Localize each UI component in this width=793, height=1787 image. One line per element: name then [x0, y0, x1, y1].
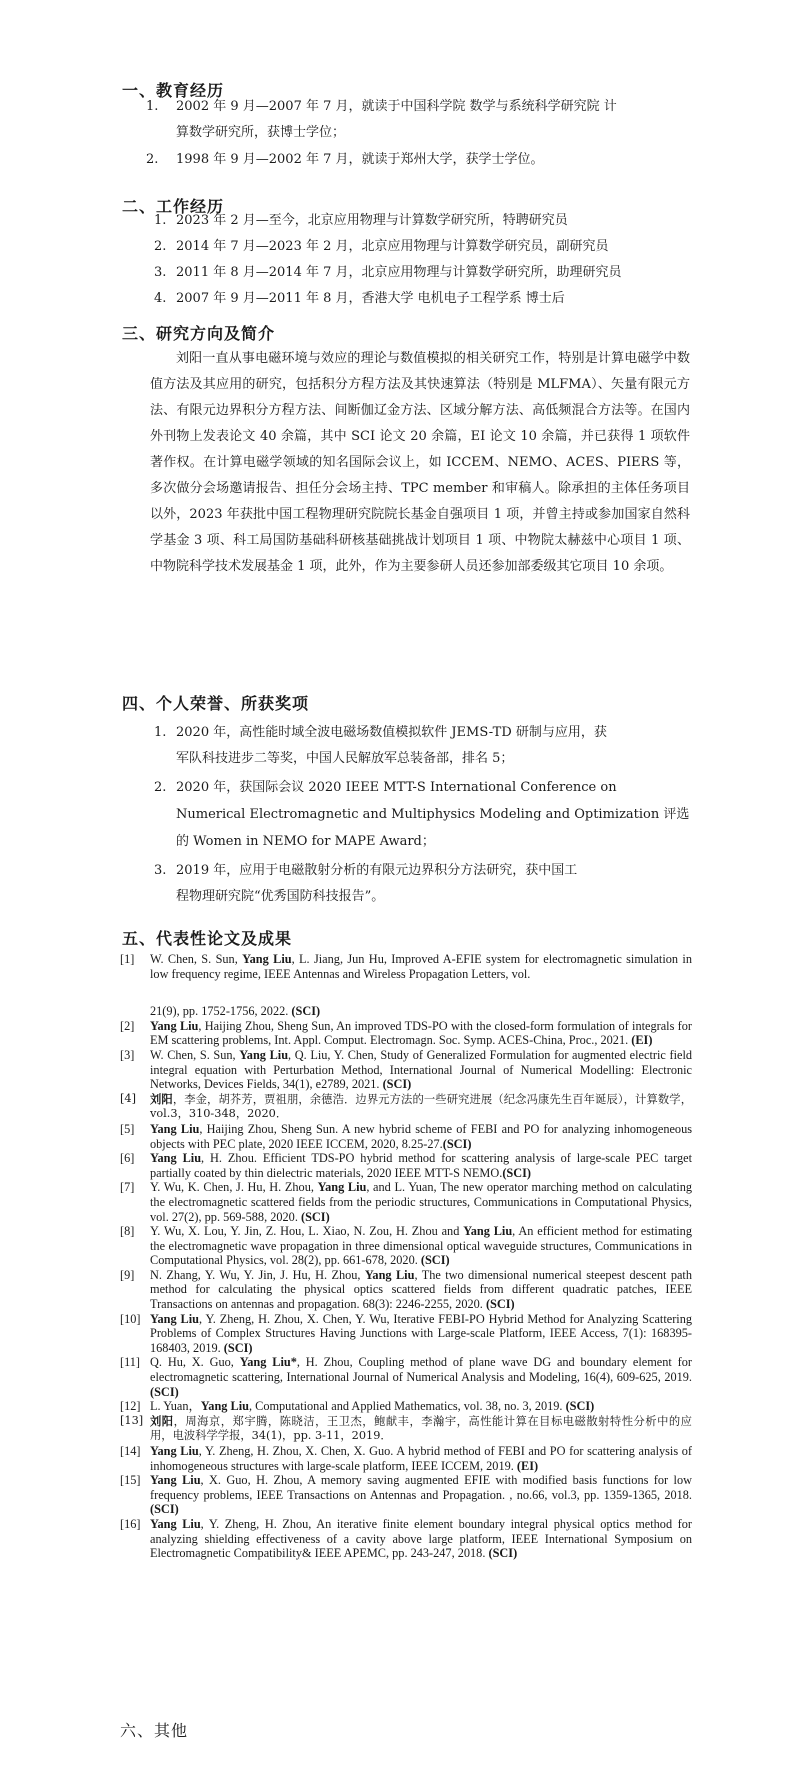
reference-index-tag: (SCI)	[382, 1077, 412, 1092]
list-number: 3.	[154, 863, 167, 878]
reference-list	[120, 952, 692, 1561]
reference-body: , Y. Zheng, H. Zhou, X. Chen, Y. Wu, Iterative FEBI-PO Hybrid Method for Analyzing Scattering Problems of Complex Structures Having Junctions with Large-scale Platform, IEEE Access, 7(1): 168395-168403, 2019.	[150, 1311, 692, 1355]
reference-authors: N. Zhang, Y. Wu, Y. Jin, J. Hu, H. Zhou,	[150, 1267, 365, 1282]
reference-item	[120, 1473, 692, 1517]
reference-index-tag: (SCI)	[485, 1297, 515, 1312]
reference-authors: W. Chen, S. Sun,	[150, 1047, 240, 1062]
reference-index-tag: (SCI)	[150, 1502, 179, 1517]
reference-highlight-author: Yang Liu	[200, 1399, 249, 1414]
list-item-text: 2023 年 2 月—至今，北京应用物理与计算数学研究所，特聘研究员	[176, 213, 568, 228]
list-number: 3.	[154, 265, 167, 280]
list-number: 1.	[154, 725, 167, 740]
reference-highlight-author: 刘阳	[150, 1413, 174, 1428]
section-heading-papers: 五、代表性论文及成果	[122, 929, 293, 948]
reference-item	[120, 1151, 692, 1180]
list-item-text: 2014 年 7 月—2023 年 2 月，北京应用物理与计算数学研究员，副研究员	[176, 239, 609, 254]
reference-item	[120, 1122, 692, 1151]
reference-authors: Y. Wu, X. Lou, Y. Jin, Z. Hou, L. Xiao, N. Zou, H. Zhou and	[150, 1224, 464, 1239]
reference-number: [1]	[120, 952, 135, 966]
reference-number: [10]	[120, 1311, 141, 1326]
reference-number: [16]	[120, 1516, 141, 1531]
reference-highlight-author: Yang Liu	[242, 952, 292, 966]
reference-number: [2]	[120, 1018, 135, 1033]
reference-item	[120, 1092, 692, 1122]
section-heading-honors: 四、个人荣誉、所获奖项	[122, 694, 310, 713]
list-number: 1.	[146, 99, 159, 114]
reference-body: , Haijing Zhou, Sheng Sun. A new hybrid scheme of FEBI and PO for analyzing inhomogeneous objects with PEC plate, 2020 IEEE ICCEM, 2020, 8.25-27.	[150, 1121, 693, 1151]
reference-highlight-author: 刘阳	[150, 1091, 173, 1106]
section-heading-research: 三、研究方向及简介	[122, 324, 276, 343]
reference-body: , Y. Zheng, H. Zhou, An iterative finite element boundary integral physical optics method for analyzing shielding effectiveness of a cavity above large platform, IEEE International Symposium on Electromagnetic Compatibility& IEEE APEMC, pp. 243-247, 2018.	[150, 1516, 692, 1561]
reference-body: , The two dimensional numerical steepest descent path method for calculating the physical optics scattered fields from different quadratic patches, IEEE Transactions on antennas and propagation. 68(3): 2246-2255, 2020.	[150, 1267, 692, 1312]
reference-number: [13]	[120, 1413, 144, 1427]
list-number: 2.	[154, 780, 167, 795]
reference-body: 21(9), pp. 1752-1756, 2022.	[150, 1004, 292, 1019]
reference-number: [6]	[120, 1151, 135, 1166]
reference-highlight-author: Yang Liu	[150, 1311, 199, 1326]
reference-item	[120, 1444, 692, 1473]
reference-body: , Y. Zheng, H. Zhou, X. Chen, X. Guo. A hybrid method of FEBI and PO for scattering analysis of inhomogeneous structures with large-scale platform, IEEE ICCEM, 2019.	[150, 1444, 692, 1473]
reference-body: , X. Guo, H. Zhou, A memory saving augmented EFIE with modified basis functions for low frequency problems, IEEE Transactions on Antennas and Propagation. , no.66, vol.3, pp. 1359-1365, 2018.	[150, 1473, 692, 1502]
section-heading-education: 一、教育经历	[122, 81, 225, 100]
reference-body: , Computational and Applied Mathematics, vol. 38, no. 3, 2019.	[248, 1399, 566, 1414]
reference-number: [3]	[120, 1047, 135, 1062]
section-heading-other: 六、其他	[120, 1721, 189, 1740]
list-number: 2.	[146, 152, 159, 167]
reference-number: [4]	[120, 1091, 137, 1105]
reference-highlight-author: Yang Liu	[364, 1267, 415, 1282]
reference-item	[120, 1180, 692, 1224]
reference-highlight-author: Yang Liu	[150, 1516, 201, 1531]
reference-index-tag: (EI)	[631, 1033, 653, 1048]
reference-authors: Y. Wu, K. Chen, J. Hu, H. Zhou,	[150, 1180, 318, 1195]
section-heading-work: 二、工作经历	[122, 197, 225, 216]
reference-highlight-author: Yang Liu	[150, 1121, 200, 1136]
list-item-text: 军队科技进步二等奖，中国人民解放军总装备部，排名 5；	[176, 751, 514, 766]
reference-item	[120, 1312, 692, 1356]
list-item-text: 程物理研究院“优秀国防科技报告”。	[176, 889, 385, 904]
list-number: 1.	[154, 213, 167, 228]
reference-index-tag: (SCI)	[488, 1546, 518, 1561]
reference-number: [12]	[120, 1399, 141, 1414]
reference-body: , Haijing Zhou, Sheng Sun, An improved TDS-PO with the closed-form formulation of integrals for EM scattering problems, Int. Appl. Comput. Electromagn. Soc. Symp. ACES-China, Proc., 2021.	[150, 1018, 692, 1048]
list-number: 4.	[154, 291, 167, 306]
reference-highlight-author: Yang Liu	[150, 1473, 201, 1488]
list-number: 2.	[154, 239, 167, 254]
reference-index-tag: (SCI)	[223, 1340, 253, 1355]
reference-number: [7]	[120, 1180, 135, 1195]
reference-body: ，李金，胡芥芳，贾祖朋，余德浩．边界元方法的一些研究进展（纪念冯康先生百年诞辰），计算数学，vol.3，310-348，2020．	[150, 1092, 692, 1121]
reference-index-tag: (SCI)	[420, 1253, 450, 1268]
reference-item	[120, 1517, 692, 1561]
reference-body: , H. Zhou, Coupling method of plane wave DG and boundary element for electromagnetic scattering, International Journal of Numerical Analysis and Modeling, 16(4), 609-625, 2019.	[150, 1355, 692, 1385]
reference-index-tag: (SCI)	[150, 1384, 179, 1399]
reference-highlight-author: Yang Liu	[239, 1047, 289, 1062]
reference-number: [11]	[120, 1355, 141, 1370]
reference-item	[120, 1019, 692, 1048]
list-item-text: Numerical Electromagnetic and Multiphysics Modeling and Optimization 评选	[176, 807, 690, 822]
research-paragraph: 刘阳一直从事电磁环境与效应的理论与数值模拟的相关研究工作，特别是计算电磁学中数值方法及其应用的研究，包括积分方程方法及其快速算法（特别是 MLFMA）、矢量有限元方法、有限元边界积分方程方法、间断伽辽金方法、区域分解方法、高低频混合方法等。在国内外刊物上发表论文 40 余篇，其中 SCI 论文 20 余篇，EI 论文 10 余篇，并已获得 1 项软件著作权。在计算电磁学领域的知名国际会议上，如 ICCEM、NEMO、ACES、PIERS 等，多次做分会场邀请报告、担任分会场主持、TPC member 和审稿人。除承担的主体任务项目以外，2023 年获批中国工程物理研究院院长基金自强项目 1 项，并曾主持或参加国家自然科学基金 3 项、科工局国防基础科研核基础挑战计划项目 1 项、中物院太赫兹中心项目 1 项、中物院科学技术发展基金 1 项，此外，作为主要参研人员还参加部委级其它项目 10 余项。	[150, 351, 690, 574]
reference-authors: L. Yuan，	[150, 1399, 201, 1414]
reference-number: [8]	[120, 1224, 135, 1239]
reference-index-tag: (SCI)	[300, 1209, 330, 1224]
reference-authors: W. Chen, S. Sun,	[150, 952, 243, 966]
reference-number: [15]	[120, 1473, 141, 1488]
list-item-text: 2019 年，应用于电磁散射分析的有限元边界积分方法研究，获中国工	[176, 863, 578, 878]
reference-index-tag: (EI)	[516, 1458, 539, 1473]
reference-highlight-author: Yang Liu*	[239, 1355, 297, 1370]
reference-item	[120, 1414, 692, 1444]
reference-index-tag: (SCI)	[442, 1136, 472, 1151]
reference-number: [9]	[120, 1267, 135, 1282]
reference-body: , and L. Yuan, The new operator marching method on calculating the electromagnetic scattered fields from the periodic structures, Communications in Computational Physics, vol. 27(2), pp. 569-588, 2020.	[150, 1180, 693, 1224]
reference-body: , An efficient method for estimating the electromagnetic wave propagation in three dimensional optical waveguide structures, Communications in Computational Physics, vol. 28(2), pp. 661-678, 2020.	[150, 1224, 692, 1268]
reference-body: ，周海京，郑宇腾，陈晓洁，王卫杰，鲍献丰，李瀚宇，高性能计算在目标电磁散射特性分析中的应用，电波科学学报，34(1)，pp. 3-11，2019．	[150, 1414, 692, 1443]
list-item-text: 的 Women in NEMO for MAPE Award；	[176, 834, 435, 849]
reference-highlight-author: Yang Liu	[317, 1180, 367, 1195]
reference-body: , H. Zhou. Efficient TDS-PO hybrid method for scattering analysis of large-scale PEC target partially coated by thin dielectric materials, 2020 IEEE MTT-S NEMO.	[150, 1151, 692, 1180]
reference-index-tag: (SCI)	[502, 1165, 532, 1180]
reference-item	[120, 1048, 692, 1092]
reference-highlight-author: Yang Liu	[463, 1224, 513, 1239]
reference-authors: Q. Hu, X. Guo,	[150, 1355, 240, 1370]
list-item-text: 2002 年 9 月—2007 年 7 月，就读于中国科学院 数学与系统科学研究院 计	[176, 99, 617, 114]
reference-body: , L. Jiang, Jun Hu, Improved A-EFIE system for electromagnetic simulation in low frequency regime, IEEE Antennas and Wireless Propagation Letters, vol.	[150, 952, 692, 981]
reference-item	[120, 1224, 692, 1268]
list-item-text: 2011 年 8 月—2014 年 7 月，北京应用物理与计算数学研究所，助理研究员	[176, 265, 622, 280]
reference-highlight-author: Yang Liu	[150, 1018, 199, 1033]
list-item-text: 算数学研究所，获博士学位；	[176, 125, 346, 140]
reference-item	[120, 952, 692, 1019]
reference-item	[120, 1399, 692, 1414]
list-item-text: 2007 年 9 月—2011 年 8 月，香港大学 电机电子工程学系 博士后	[176, 291, 565, 306]
reference-highlight-author: Yang Liu	[150, 1444, 199, 1458]
reference-number: [14]	[120, 1444, 141, 1458]
reference-index-tag: (SCI)	[565, 1399, 595, 1414]
reference-number: [5]	[120, 1121, 135, 1136]
reference-index-tag: (SCI)	[291, 1004, 321, 1019]
reference-highlight-author: Yang Liu	[150, 1151, 202, 1166]
reference-item	[120, 1355, 692, 1399]
reference-body: , Q. Liu, Y. Chen, Study of Generalized Formulation for augmented electric field integral equation with Perturbation Method, International Journal of Numerical Modelling: Electronic Networks, Devices Fields, 34(1), e2789, 2021.	[150, 1047, 693, 1092]
reference-item	[120, 1268, 692, 1312]
list-item-text: 1998 年 9 月—2002 年 7 月，就读于郑州大学，获学士学位。	[176, 152, 544, 167]
list-item-text: 2020 年，高性能时域全波电磁场数值模拟软件 JEMS-TD 研制与应用，获	[176, 725, 607, 740]
list-item-text: 2020 年，获国际会议 2020 IEEE MTT-S International Conference on	[176, 780, 617, 795]
